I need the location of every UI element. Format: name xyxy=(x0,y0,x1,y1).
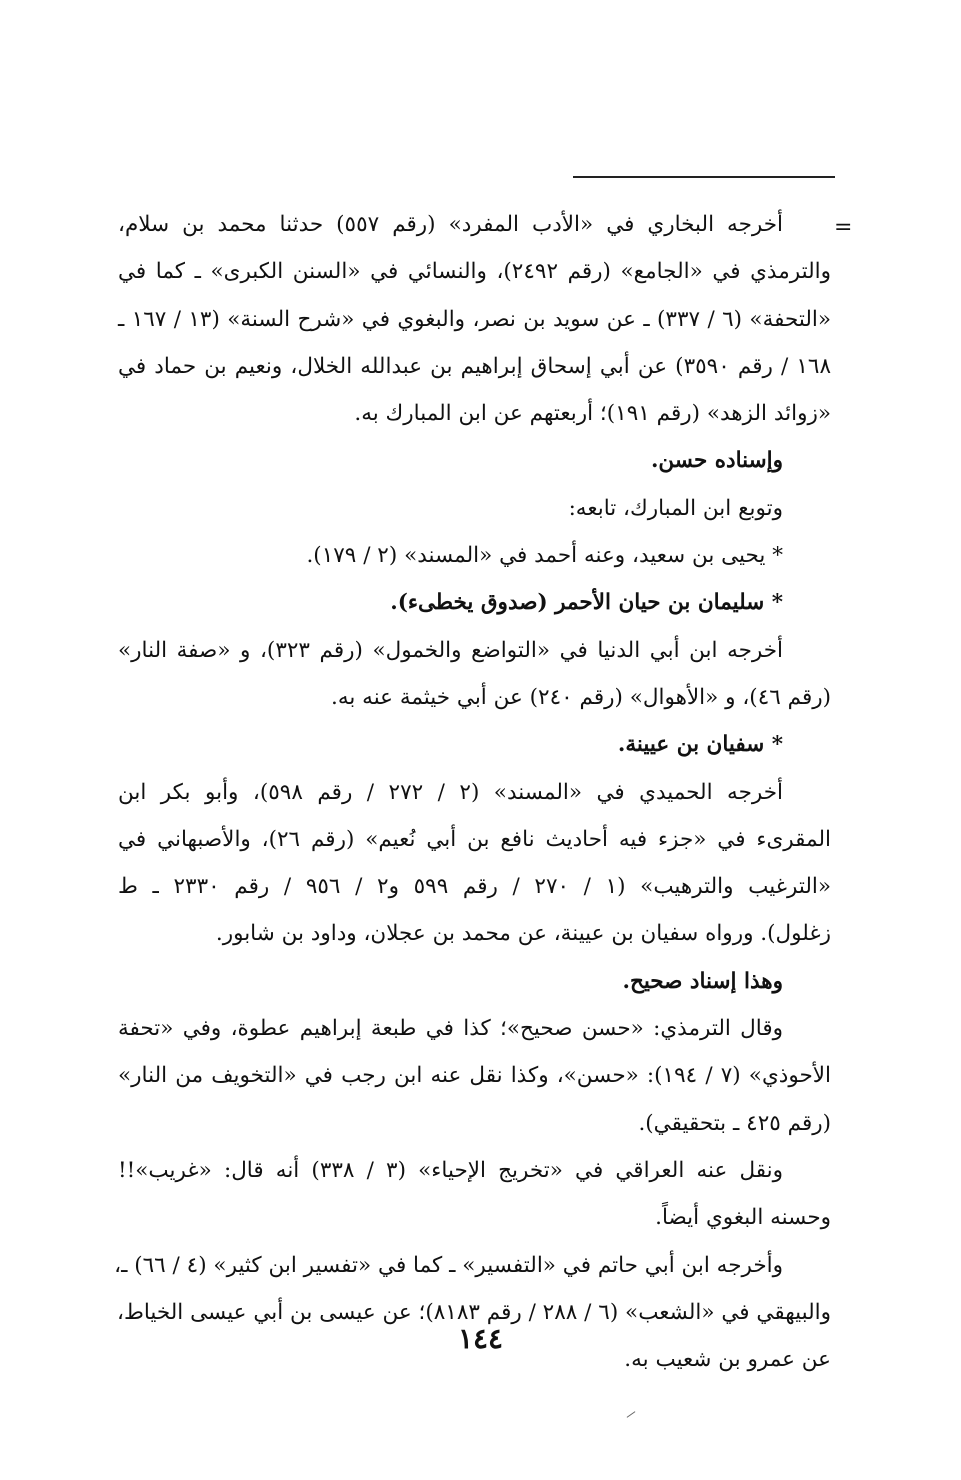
text-line: * سفيان بن عيينة. xyxy=(617,732,783,758)
text-line: أخرجه ابن أبي الدنيا في «التواضع والخمول» (رقم ٣٢٣)، و «صفة النار» xyxy=(118,637,784,663)
text-line: وأخرجه ابن أبي حاتم في «التفسير» ـ كما في «تفسير ابن كثير» (٤ / ٦٦) ـ، xyxy=(114,1252,783,1278)
text-line: (رقم ٤٢٥ ـ بتحقيقي). xyxy=(638,1110,831,1136)
text-line: المقرىء في «جزء فيه أحاديث نافع بن أبي نُعيم» (رقم ٢٦)، والأصبهاني في xyxy=(118,826,831,852)
stray-mark xyxy=(627,1411,636,1418)
text-line: * يحيى بن سعيد، وعنه أحمد في «المسند» (٢ / ١٧٩). xyxy=(306,543,783,569)
text-line: «الترغيب والترهيب» (١ / ٢٧٠ / رقم ٥٩٩ و٢ / ٩٥٦ / رقم ٢٣٣٠ ـ ط xyxy=(118,874,832,900)
text-line: «التحفة» (٦ / ٣٣٧) ـ عن سويد بن نصر، والبغوي في «شرح السنة» (١٣ / ١٦٧ ـ xyxy=(118,306,832,332)
footnote-text-block xyxy=(114,201,832,1383)
text-line: وتوبع ابن المبارك، تابعه: xyxy=(568,495,783,521)
text-line: * سليمان بن حيان الأحمر (صدوق يخطىء). xyxy=(390,590,783,616)
text-line: ونقل عنه العراقي في «تخريج الإحياء» (٣ / ٣٣٨) أنه قال: «غريب»!! xyxy=(118,1157,783,1183)
text-line: عن عمرو بن شعيب به. xyxy=(624,1347,831,1373)
page-number: ١٤٤ xyxy=(457,1322,504,1355)
text-line: (رقم ٤٦)، و «الأهوال» (رقم ٢٤٠) عن أبي خيثمة عنه به. xyxy=(330,684,831,710)
text-line: أخرجه الحميدي في «المسند» (٢ / ٢٧٢ / رقم ٥٩٨)، وأبو بكر ابن xyxy=(118,779,783,805)
text-line: الأحوذي» (٧ / ١٩٤): «حسن»، وكذا نقل عنه ابن رجب في «التخويف من النار» xyxy=(118,1063,831,1089)
text-line: أخرجه البخاري في «الأدب المفرد» (رقم ٥٥٧) حدثنا محمد بن سلام، xyxy=(118,212,783,237)
text-line: وحسنه البغوي أيضاً. xyxy=(655,1205,831,1231)
text-line: وقال الترمذي: «حسن صحيح»؛ كذا في طبعة إبراهيم عطوة، وفي «تحفة xyxy=(118,1016,783,1042)
text-line: «زوائد الزهد» (رقم ١٩١)؛ أربعتهم عن ابن المبارك به. xyxy=(354,401,831,427)
text-line: وإسناده حسن. xyxy=(650,448,783,474)
text-line: ١٦٨ / رقم ٣٥٩٠) عن أبي إسحاق إبراهيم بن عبدالله الخلال، ونعيم بن حماد في xyxy=(118,353,831,379)
text-line: زغلول). ورواه سفيان بن عيينة، عن محمد بن عجلان، وداود بن شابور. xyxy=(215,921,831,947)
text-line: وهذا إسناد صحيح. xyxy=(622,968,783,994)
text-line: والبيهقي في «الشعب» (٦ / ٢٨٨ / رقم ٨١٨٣)؛ عن عيسى بن أبي عيسى الخياط، xyxy=(117,1299,831,1325)
footnote-separator-rule xyxy=(573,176,835,178)
footnote-continuation-marker: = xyxy=(834,215,853,240)
text-line: والترمذي في «الجامع» (رقم ٢٤٩٢)، والنسائي في «السنن الكبرى» ـ كما في xyxy=(118,259,831,285)
